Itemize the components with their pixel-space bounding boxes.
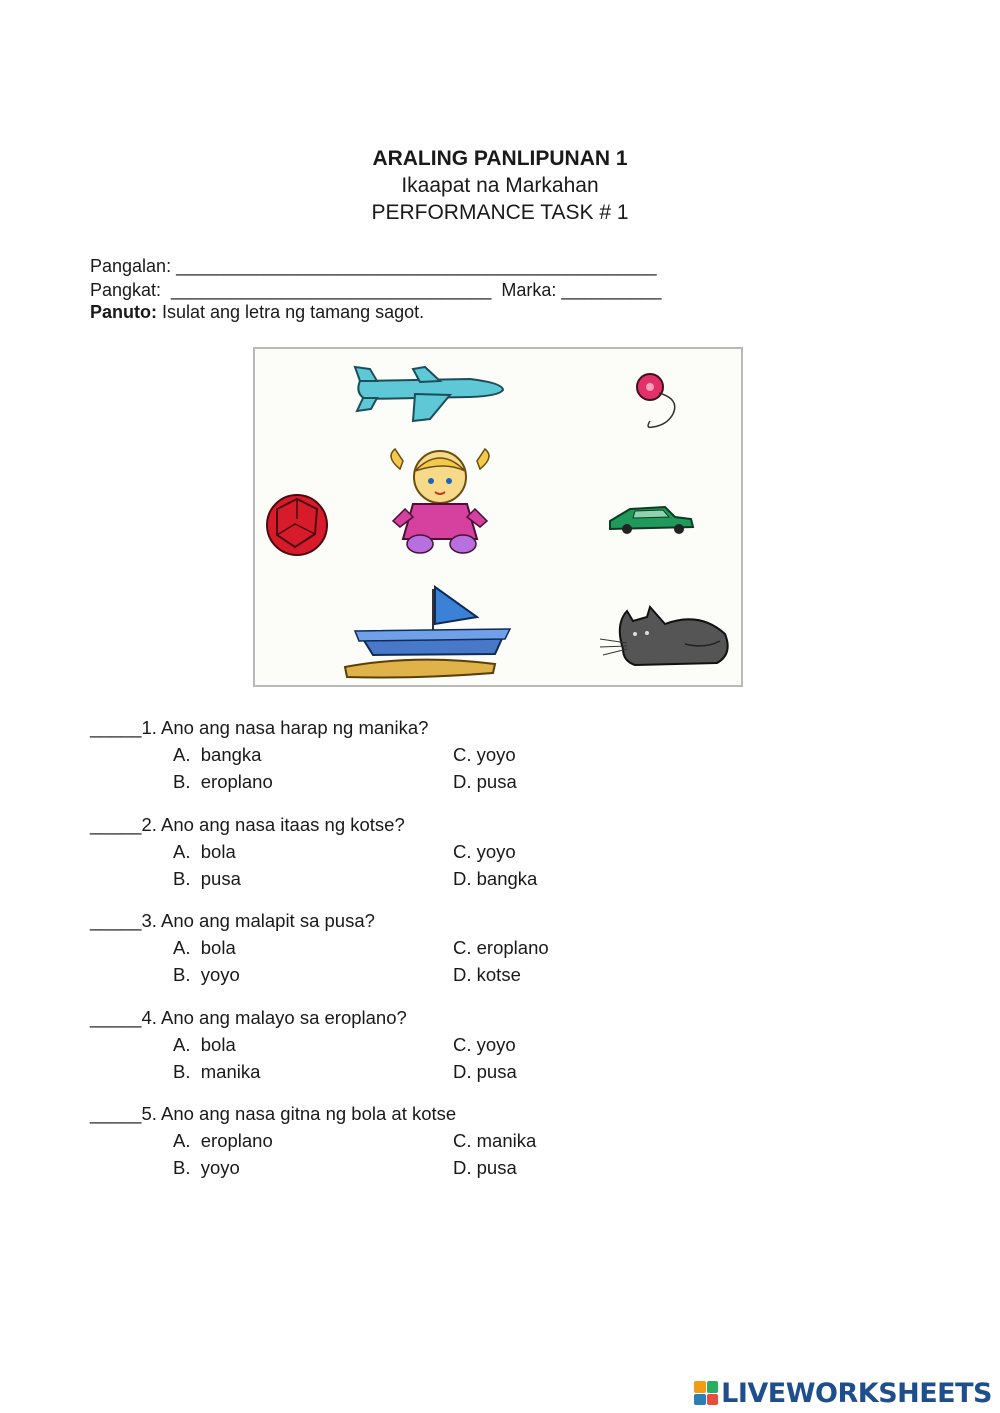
task-title: PERFORMANCE TASK # 1 (371, 201, 629, 224)
liveworksheets-logo[interactable] (694, 1377, 992, 1409)
option-4d: D. pusa (453, 1061, 517, 1082)
question-2: _____2. Ano ang nasa itaas ng kotse? (90, 814, 405, 835)
name-line: Pangalan: ________________________________________________ (90, 256, 657, 276)
page-title: ARALING PANLIPUNAN 1 (372, 147, 628, 170)
instruction-text: Isulat ang letra ng tamang sagot. (157, 302, 425, 322)
option-2d: D. bangka (453, 868, 538, 889)
yoyo-icon (637, 374, 675, 427)
instruction-line (90, 301, 424, 324)
option-1c: C. yoyo (453, 744, 516, 765)
question-4: _____4. Ano ang malayo sa eroplano? (90, 1007, 407, 1028)
page-subtitle: Ikaapat na Markahan (401, 174, 599, 197)
question-5: _____5. Ano ang nasa gitna ng bola at kotse (90, 1103, 457, 1124)
option-3b: B. yoyo (173, 964, 240, 985)
option-2b: B. pusa (173, 868, 241, 889)
group-score-line: Pangkat: ________________________________ Marka: __________ (90, 280, 662, 300)
logo-mark-icon (694, 1381, 718, 1405)
boat-icon (345, 587, 510, 678)
option-1b: B. eroplano (173, 771, 273, 792)
option-2a: A. bola (173, 841, 236, 862)
airplane-icon (355, 367, 503, 421)
option-4b: B. manika (173, 1061, 261, 1082)
option-4a: A. bola (173, 1034, 236, 1055)
toys-picture (253, 347, 743, 687)
question-3: _____3. Ano ang malapit sa pusa? (90, 910, 375, 931)
instruction-label: Panuto: (90, 302, 157, 322)
doll-icon (391, 449, 489, 553)
question-1: _____1. Ano ang nasa harap ng manika? (90, 717, 429, 738)
option-4c: C. yoyo (453, 1034, 516, 1055)
option-3a: A. bola (173, 937, 236, 958)
option-5c: C. manika (453, 1130, 537, 1151)
option-5b: B. yoyo (173, 1157, 240, 1178)
option-3c: C. eroplano (453, 937, 549, 958)
car-icon (610, 507, 693, 534)
option-3d: D. kotse (453, 964, 521, 985)
ball-icon (267, 495, 327, 555)
cat-icon (600, 607, 728, 665)
option-5d: D. pusa (453, 1157, 517, 1178)
option-5a: A. eroplano (173, 1130, 273, 1151)
option-1a: A. bangka (173, 744, 262, 765)
logo-text: LIVEWORKSHEETS (721, 1377, 992, 1409)
option-1d: D. pusa (453, 771, 517, 792)
option-2c: C. yoyo (453, 841, 516, 862)
